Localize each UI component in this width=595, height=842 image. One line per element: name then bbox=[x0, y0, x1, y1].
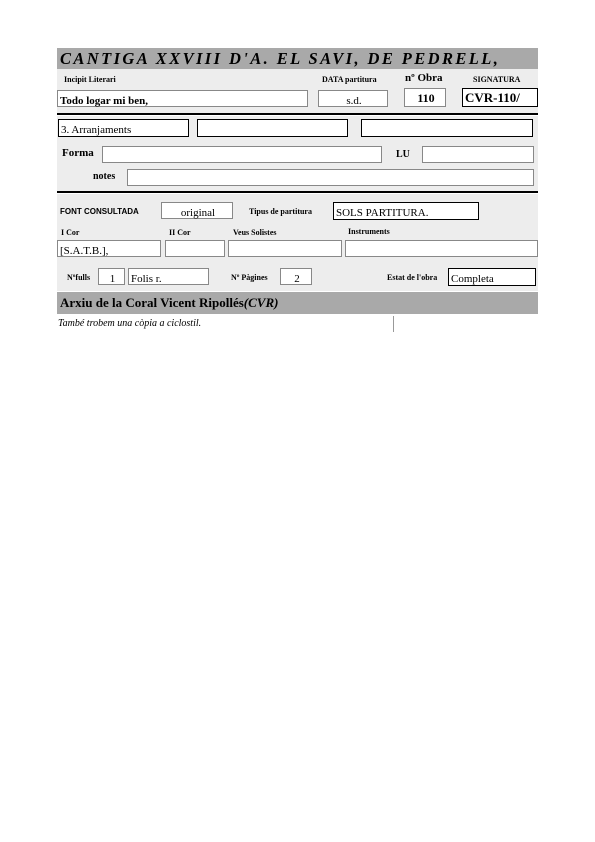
n-fulls-field[interactable] bbox=[98, 268, 125, 285]
incipit-label: Incipit Literari bbox=[64, 75, 116, 84]
lu-value bbox=[423, 151, 425, 163]
forma-field[interactable] bbox=[102, 146, 382, 163]
i-cor-value: [S.A.T.B.], bbox=[60, 245, 109, 257]
category-field-2[interactable] bbox=[197, 119, 348, 137]
veus-solistes-label: Veus Solistes bbox=[233, 228, 277, 237]
tipus-partitura-value: SOLS PARTITURA. bbox=[336, 207, 429, 219]
divider bbox=[57, 191, 538, 193]
n-fulls-label: Nºfulls bbox=[67, 273, 91, 282]
forma-value bbox=[103, 151, 105, 163]
category-field-3[interactable] bbox=[361, 119, 533, 137]
estat-obra-label: Estat de l'obra bbox=[387, 273, 438, 282]
archive-title bbox=[60, 295, 278, 311]
veus-solistes-field[interactable] bbox=[228, 240, 342, 257]
notes-value bbox=[128, 174, 130, 186]
lu-label: LU bbox=[396, 149, 410, 160]
signatura-field[interactable] bbox=[462, 88, 538, 107]
data-partitura-field[interactable] bbox=[318, 90, 388, 107]
divider bbox=[57, 113, 538, 115]
folis-value: Folis r. bbox=[131, 273, 162, 285]
tipus-partitura-label: Tipus de partitura bbox=[249, 207, 312, 216]
font-consultada-field[interactable] bbox=[161, 202, 233, 219]
category-value-2 bbox=[198, 124, 200, 136]
notes-label: notes bbox=[93, 171, 116, 182]
font-consultada-label: FONT CONSULTADA bbox=[60, 207, 139, 216]
estat-obra-field[interactable] bbox=[448, 268, 536, 286]
tipus-partitura-field[interactable] bbox=[333, 202, 479, 220]
document-title: CANTIGA XXVIII D'A. EL SAVI, DE PEDRELL, bbox=[60, 49, 501, 68]
instruments-field[interactable] bbox=[345, 240, 538, 257]
incipit-value: Todo logar mi ben, bbox=[60, 95, 149, 107]
notes-field[interactable] bbox=[127, 169, 534, 186]
instruments-label: Instruments bbox=[348, 227, 390, 236]
category-value-3 bbox=[362, 124, 364, 136]
n-obra-label: nº Obra bbox=[405, 72, 443, 84]
category-field[interactable] bbox=[58, 119, 189, 137]
column-divider bbox=[393, 316, 394, 332]
folis-field[interactable] bbox=[128, 268, 209, 285]
n-pagines-field[interactable] bbox=[280, 268, 312, 285]
category-value: 3. Arranjaments bbox=[61, 124, 132, 136]
archive-abbr: (CVR) bbox=[243, 295, 279, 310]
incipit-field[interactable] bbox=[57, 90, 308, 107]
ii-cor-value bbox=[166, 245, 168, 257]
signatura-label: SIGNATURA bbox=[473, 75, 521, 84]
archive-name: Arxiu de la Coral Vicent Ripollés bbox=[60, 295, 244, 310]
estat-obra-value: Completa bbox=[451, 273, 494, 285]
forma-label: Forma bbox=[62, 147, 94, 159]
data-partitura-label: DATA partitura bbox=[322, 75, 377, 84]
data-partitura-value: s.d. bbox=[346, 95, 362, 107]
observation-note: També trobem una còpia a ciclostil. bbox=[58, 318, 202, 329]
i-cor-field[interactable] bbox=[57, 240, 161, 257]
font-consultada-value: original bbox=[180, 207, 216, 219]
ii-cor-field[interactable] bbox=[165, 240, 225, 257]
n-fulls-value: 1 bbox=[109, 273, 116, 285]
lu-field[interactable] bbox=[422, 146, 534, 163]
n-obra-field[interactable] bbox=[404, 88, 446, 107]
n-pagines-label: Nº Pàgines bbox=[231, 273, 268, 282]
ii-cor-label: II Cor bbox=[169, 228, 191, 237]
signatura-value: CVR-110/ bbox=[465, 90, 520, 105]
i-cor-label: I Cor bbox=[61, 228, 80, 237]
n-pagines-value: 2 bbox=[294, 273, 300, 285]
veus-solistes-value bbox=[229, 245, 231, 257]
n-obra-value: 110 bbox=[417, 91, 435, 105]
instruments-value bbox=[346, 245, 348, 257]
